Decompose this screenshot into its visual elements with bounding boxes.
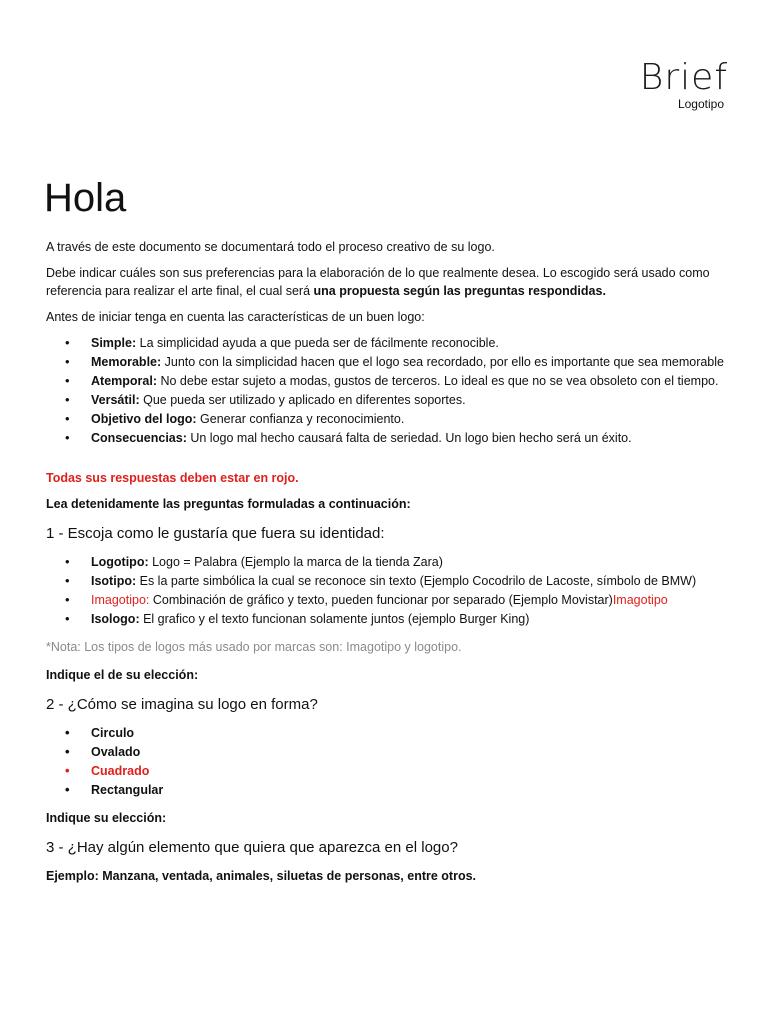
question-3-heading: 3 - ¿Hay algún elemento que quiera que aparezca en el logo? — [46, 839, 458, 856]
option-desc: Es la parte simbólica la cual se reconoce sin texto (Ejemplo Cocodrilo de Lacoste, símbolo de BMW) — [136, 574, 697, 588]
quality-term: Versátil: — [91, 393, 140, 407]
quality-desc: Un logo mal hecho causará falta de seriedad. Un logo bien hecho será un éxito. — [186, 431, 632, 445]
list-item — [46, 610, 736, 628]
quality-desc: No debe estar sujeto a modas, gustos de terceros. Lo ideal es que no se vea obsoleto con el tiempo. — [156, 374, 719, 388]
option-term: Isologo: — [91, 612, 140, 626]
identity-options-list — [46, 553, 736, 628]
red-answers-notice: Todas sus respuestas deben estar en rojo. — [46, 471, 299, 485]
list-item-selected: • Cuadrado — [46, 762, 736, 780]
option-answer: Imagotipo — [612, 593, 668, 607]
quality-term: Simple: — [91, 336, 137, 350]
document-body — [46, 238, 736, 893]
quality-term: Objetivo del logo: — [91, 412, 197, 426]
list-item — [46, 591, 736, 609]
list-item — [46, 410, 736, 428]
intro-paragraph-2-text: Debe indicar cuáles son sus preferencias para la elaboración de lo que realmente desea. Lo escogido será usado como referencia para realizar el arte final, el cual será — [46, 266, 710, 298]
option-desc: Logo = Palabra (Ejemplo la marca de la tienda Zara) — [148, 555, 443, 569]
list-item — [46, 553, 736, 571]
shape-options-list — [46, 724, 736, 799]
question-2-prompt: Indique su elección: — [46, 811, 167, 825]
quality-desc: La simplicidad ayuda a que pueda ser de fácilmente reconocible. — [136, 336, 499, 350]
option-term-selected: Imagotipo: — [91, 593, 150, 607]
quality-term: Atemporal: — [91, 374, 157, 388]
list-item — [46, 572, 736, 590]
intro-paragraph-2-bold: una propuesta según las preguntas respondidas. — [313, 284, 606, 298]
quality-desc: Que pueda ser utilizado y aplicado en diferentes soportes. — [139, 393, 466, 407]
intro-paragraph-2 — [46, 264, 736, 300]
question-3-example: Ejemplo: Manzana, ventada, animales, siluetas de personas, entre otros. — [46, 869, 476, 883]
list-item: • Ovalado — [46, 743, 736, 761]
list-item — [46, 372, 736, 390]
logo-types-note: *Nota: Los tipos de logos más usado por marcas son: Imagotipo y logotipo. — [46, 640, 462, 654]
list-item — [46, 334, 736, 352]
list-item — [46, 429, 736, 447]
intro-paragraph-1: A través de este documento se documentará todo el proceso creativo de su logo. — [46, 240, 495, 254]
option-term: Logotipo: — [91, 555, 149, 569]
read-questions-notice: Lea detenidamente las preguntas formuladas a continuación: — [46, 497, 411, 511]
quality-term: Memorable: — [91, 355, 162, 369]
question-1-prompt: Indique el de su elección: — [46, 668, 199, 682]
list-item — [46, 391, 736, 409]
header-subtitle: Logotipo — [677, 97, 724, 111]
quality-desc: Junto con la simplicidad hacen que el logo sea recordado, por ello es importante que sea memorable — [161, 355, 724, 369]
question-1-heading: 1 - Escoja como le gustaría que fuera su identidad: — [46, 525, 385, 542]
page-title: Hola — [44, 176, 127, 220]
quality-desc: Generar confianza y reconocimiento. — [196, 412, 405, 426]
option-term: Isotipo: — [91, 574, 137, 588]
list-item — [46, 353, 736, 371]
list-item: • Circulo — [46, 724, 736, 742]
question-2-heading: 2 - ¿Cómo se imagina su logo en forma? — [46, 696, 318, 713]
option-desc: Combinación de gráfico y texto, pueden funcionar por separado (Ejemplo Movistar) — [149, 593, 613, 607]
option-desc: El grafico y el texto funcionan solamente juntos (ejemplo Burger King) — [139, 612, 530, 626]
intro-paragraph-3: Antes de iniciar tenga en cuenta las características de un buen logo: — [46, 310, 425, 324]
brief-logo-text: Brief — [639, 57, 728, 98]
list-item: • Rectangular — [46, 781, 736, 799]
quality-term: Consecuencias: — [91, 431, 187, 445]
header-brand-block — [568, 58, 728, 111]
qualities-list — [46, 334, 736, 447]
